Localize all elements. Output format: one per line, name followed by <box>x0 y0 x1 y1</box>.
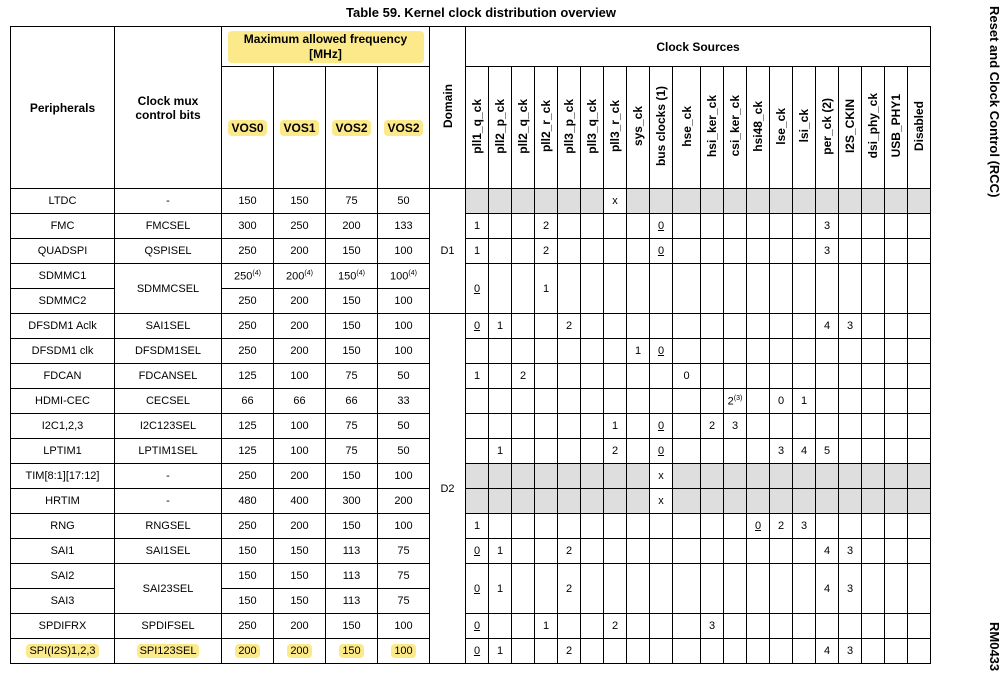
document-id: RM0433 <box>987 622 1002 672</box>
table-row: SDMMC1 SDMMCSEL 250$^{(4)}$ 200$^{(4)}$ 150$^{(4)}$ 100$^{(4)}$ 0 1 <box>11 264 931 289</box>
col-header-vos0: VOS0 <box>222 67 274 189</box>
table-row: SAI1 SAI1SEL 150 150 113 75 0 1 2 4 3 <box>11 539 931 564</box>
col-header-domain: Domain <box>430 27 466 189</box>
table-row: TIM[8:1][17:12] - 250 200 150 100 x <box>11 464 931 489</box>
table-row: LPTIM1 LPTIM1SEL 125 100 75 50 1 2 0 3 4 5 <box>11 439 931 464</box>
table-row: DFSDM1 clk DFSDM1SEL 250 200 150 100 1 0 <box>11 339 931 364</box>
src-csi-ker: csi_ker_ck <box>724 67 747 189</box>
col-header-vos2: VOS2 <box>326 67 378 189</box>
table-row: HRTIM - 480 400 300 200 x <box>11 489 931 514</box>
table-row: SAI2 SAI23SEL 150 150 113 75 0 1 2 4 3 <box>11 564 931 589</box>
page-side-margin <box>955 0 1002 700</box>
src-pll2p: pll2_p_ck <box>489 67 512 189</box>
table-row: SDMMC2 250 200 150 100 <box>11 289 931 314</box>
table-row: I2C1,2,3 I2C123SEL 125 100 75 50 1 0 2 3 <box>11 414 931 439</box>
table-row: FMC FMCSEL 300 250 200 133 1 2 0 3 <box>11 214 931 239</box>
col-header-clock-sources: Clock Sources <box>466 27 931 67</box>
src-pll3p: pll3_p_ck <box>558 67 581 189</box>
src-hsi48: hsi48_ck <box>747 67 770 189</box>
col-header-max-freq: Maximum allowed frequency [MHz] <box>222 27 430 67</box>
table-row: HDMI-CEC CECSEL 66 66 66 33 2$^{(3)}$ 0 1 <box>11 389 931 414</box>
domain-d1: D1 <box>430 189 466 314</box>
table-row: FDCAN FDCANSEL 125 100 75 50 1 2 0 <box>11 364 931 389</box>
table-row: SPI(I2S)1,2,3 SPI123SEL 200 200 150 100 0 1 2 4 3 <box>11 639 931 664</box>
src-dsi-phy: dsi_phy_ck <box>862 67 885 189</box>
src-bus: bus clocks (1) <box>650 67 673 189</box>
src-hsi-ker: hsi_ker_ck <box>701 67 724 189</box>
section-title: Reset and Clock Control (RCC) <box>987 6 1002 198</box>
table-row: SPDIFRX SPDIFSEL 250 200 150 100 0 1 2 3 <box>11 614 931 639</box>
src-i2s-ckin: I2S_CKIN <box>839 67 862 189</box>
table-row: RNG RNGSEL 250 200 150 100 1 0 2 3 <box>11 514 931 539</box>
col-header-vos1: VOS1 <box>274 67 326 189</box>
table-title: Table 59. Kernel clock distribution overview <box>346 5 616 20</box>
col-header-vos2b: VOS2 <box>378 67 430 189</box>
src-sys: sys_ck <box>627 67 650 189</box>
col-header-clock-mux: Clock mux control bits <box>115 27 222 189</box>
table-row: LTDC - 150 150 75 50 D1 x <box>11 189 931 214</box>
table-row: SAI3 150 150 113 75 <box>11 589 931 614</box>
src-pll2r: pll2_r_ck <box>535 67 558 189</box>
src-lse: lse_ck <box>770 67 793 189</box>
src-pll1q: pll1_q_ck <box>466 67 489 189</box>
kernel-clock-table <box>10 26 931 664</box>
src-disabled: Disabled <box>908 67 931 189</box>
src-lsi: lsi_ck <box>793 67 816 189</box>
src-pll3q: pll3_q_ck <box>581 67 604 189</box>
src-hse: hse_ck <box>673 67 701 189</box>
src-per: per_ck (2) <box>816 67 839 189</box>
src-pll3r: pll3_r_ck <box>604 67 627 189</box>
src-usb-phy1: USB_PHY1 <box>885 67 908 189</box>
table-row: QUADSPI QSPISEL 250 200 150 100 1 2 0 3 <box>11 239 931 264</box>
col-header-peripherals: Peripherals <box>11 27 115 189</box>
domain-d2: D2 <box>430 314 466 664</box>
table-row: DFSDM1 Aclk SAI1SEL 250 200 150 100 D2 0 1 2 4 3 <box>11 314 931 339</box>
src-pll2q: pll2_q_ck <box>512 67 535 189</box>
